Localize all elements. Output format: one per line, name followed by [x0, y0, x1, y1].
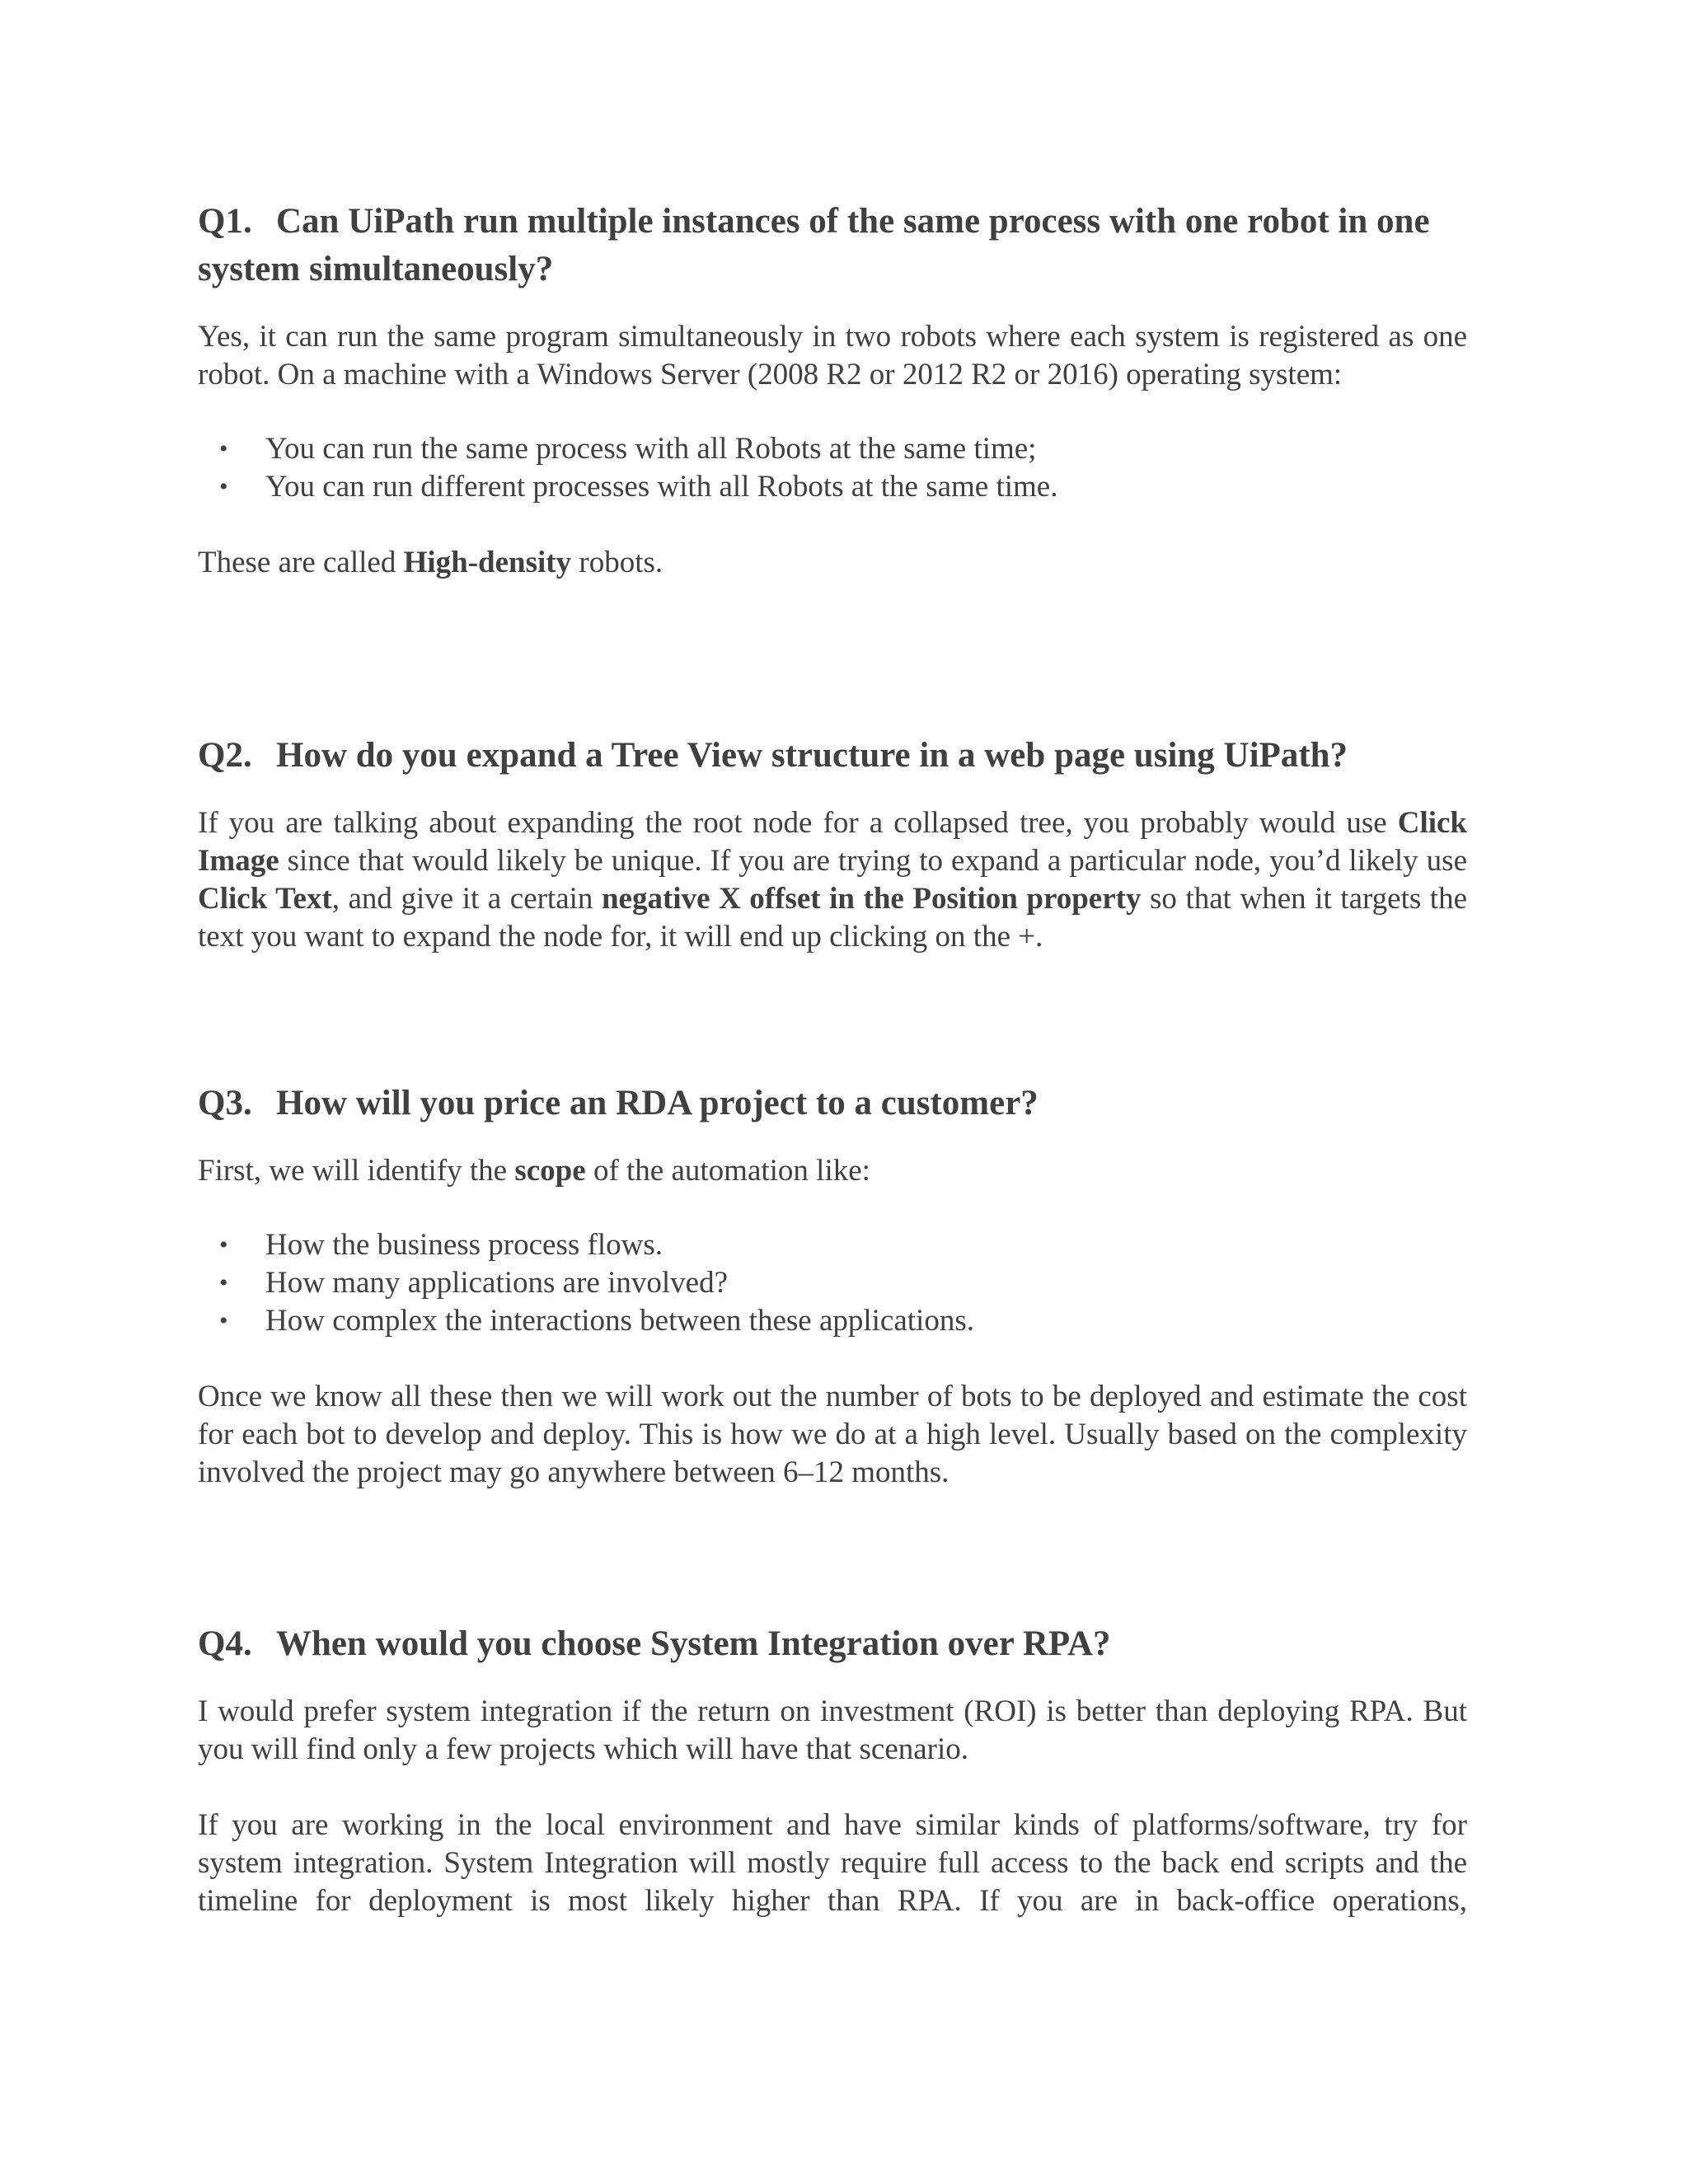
bullet-icon: •: [219, 435, 228, 462]
question-number: Q1.: [198, 202, 252, 241]
bullet-list: [198, 1226, 1467, 1340]
question-text: How will you price an RDA project to a customer?: [276, 1084, 1039, 1122]
question-heading-2: [198, 732, 1467, 780]
answer-paragraph: First, we will identify the scope of the automation like:: [198, 1154, 870, 1188]
answer-paragraph: Once we know all these then we will work out the number of bots to be deployed and estimate the cost for each bot to develop and deploy. This is how we do at a high level. Usually based on the complexity involved the project may go anywhere between 6–12 months.: [198, 1380, 1467, 1489]
question-text: When would you choose System Integration over RPA?: [276, 1624, 1111, 1663]
question-heading-1: [198, 198, 1467, 293]
bullet-icon: •: [219, 473, 228, 500]
bold-term: scope: [514, 1154, 586, 1188]
qa-section-3: [198, 1080, 1467, 1492]
bold-term: negative X offset in the Position property: [601, 882, 1142, 916]
list-item: • How complex the interactions between these applications.: [198, 1302, 1467, 1340]
answer-paragraph: I would prefer system integration if the return on investment (ROI) is better than deploying RPA. But you will find only a few projects which will have that scenario.: [198, 1694, 1467, 1766]
question-number: Q4.: [198, 1624, 252, 1663]
question-text: Can UiPath run multiple instances of the same process with one robot in one system simultaneously?: [198, 202, 1430, 288]
list-item: • How many applications are involved?: [198, 1264, 1467, 1302]
list-item: • You can run different processes with all Robots at the same time.: [198, 468, 1467, 506]
question-heading-4: [198, 1620, 1467, 1668]
answer-paragraph: If you are talking about expanding the root node for a collapsed tree, you probably would use Click Image since that would likely be unique. If you are trying to expand a particular node, you’d likely use Click Text, and give it a certain negative X offset in the Position property so that when it targets the text you want to expand the node for, it will end up clicking on the +.: [198, 806, 1467, 954]
bold-term: High-density: [403, 546, 572, 579]
bold-term: Click Image: [198, 806, 1467, 878]
bullet-list: [198, 430, 1467, 506]
question-number: Q3.: [198, 1084, 252, 1122]
question-number: Q2.: [198, 736, 252, 775]
question-heading-3: [198, 1080, 1467, 1127]
question-text: How do you expand a Tree View structure in a web page using UiPath?: [276, 736, 1348, 775]
answer-paragraph: Yes, it can run the same program simultaneously in two robots where each system is registered as one robot. On a machine with a Windows Server (2008 R2 or 2012 R2 or 2016) operating system:: [198, 320, 1467, 391]
qa-section-4: [198, 1620, 1467, 1920]
bullet-icon: •: [219, 1307, 228, 1334]
qa-section-2: [198, 732, 1467, 956]
bullet-icon: •: [219, 1231, 228, 1258]
list-item: • You can run the same process with all Robots at the same time;: [198, 430, 1467, 468]
bullet-icon: •: [219, 1269, 228, 1296]
answer-paragraph: If you are working in the local environment and have similar kinds of platforms/software, try for system integration. System Integration will mostly require full access to the back end scripts and the timeline for deployment is most likely higher than RPA. If you are in back-office operations,: [198, 1808, 1467, 1918]
bold-term: Click Text: [198, 882, 332, 916]
answer-paragraph: These are called High-density robots.: [198, 546, 663, 579]
qa-section-1: [198, 198, 1467, 582]
list-item: • How the business process flows.: [198, 1226, 1467, 1264]
